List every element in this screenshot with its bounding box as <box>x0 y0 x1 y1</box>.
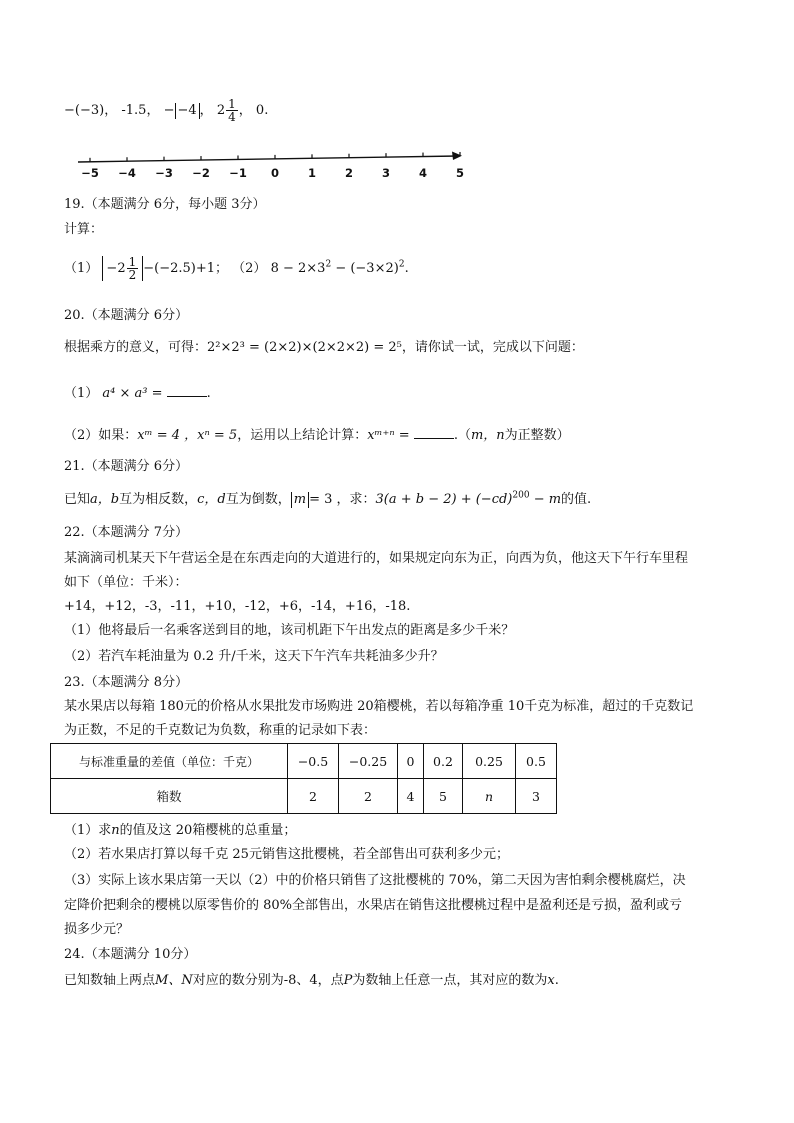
q23-part3-line1: （3）实际上该水果店第一天以（2）中的价格只销售了这批樱桃的 70%，第二天因为害怕剩余樱桃腐烂，决 <box>64 873 686 888</box>
table-cell: 2 <box>288 779 339 814</box>
q20-p2-answer-blank[interactable] <box>414 425 454 439</box>
q22-line2: 如下（单位：千米）： <box>64 575 188 590</box>
table-cell: −0.25 <box>339 744 398 779</box>
q20-heading: 20.（本题满分 6分） <box>64 308 189 323</box>
number-line-tick-label: 3 <box>381 166 391 180</box>
q19-intro: 计算： <box>64 222 104 237</box>
q24-heading: 24.（本题满分 10分） <box>64 947 197 962</box>
q21-heading: 21.（本题满分 6分） <box>64 459 189 474</box>
table-row <box>51 744 557 779</box>
number-line-tick-label: 1 <box>307 166 317 180</box>
number-line-tick-label: 2 <box>344 166 354 180</box>
number-line-tick-label: −1 <box>229 166 247 180</box>
number-c-abs: −4 <box>175 103 200 119</box>
number-line-tick-label: −3 <box>155 166 173 180</box>
q20-p1-answer-blank[interactable] <box>167 383 207 397</box>
number-d-fraction: $\frac{1}{4}$ <box>228 97 236 124</box>
table-cell-label: 与标准重量的差值（单位：千克） <box>51 744 288 779</box>
table-cell: 0.25 <box>463 744 516 779</box>
q23-record-table <box>50 743 557 814</box>
q22-part2: （2）若汽车耗油量为 0.2 升/千米，这天下午汽车共耗油多少升？ <box>64 649 444 664</box>
q20-part2: （2）如果：xᵐ = 4 ，xⁿ = 5，运用以上结论计算：xᵐ⁺ⁿ = .（m，n为正整数） <box>64 425 570 445</box>
table-row <box>51 779 557 814</box>
q20-part1: （1） a⁴ × a³ = . <box>64 383 211 403</box>
q23-part3-line2: 定降价把剩余的樱桃以原零售价的 80%全部售出，水果店在销售这批樱桃过程中是盈利还是亏损，盈利或亏 <box>64 898 683 913</box>
table-cell: 0.5 <box>516 744 557 779</box>
number-line-tick-label: 4 <box>418 166 428 180</box>
number-line-tick-label: −5 <box>81 166 99 180</box>
number-a: −(−3) <box>64 103 105 118</box>
number-e: 0 <box>255 103 265 118</box>
q24-body: 已知数轴上两点M、N对应的数分别为-8、4，点P为数轴上任意一点，其对应的数为x. <box>64 973 559 988</box>
q19-heading: 19.（本题满分 6分，每小题 3分） <box>64 197 266 212</box>
q22-part1: （1）他将最后一名乘客送到目的地，该司机距下午出发点的距离是多少千米？ <box>64 623 515 638</box>
q21-body: 已知a，b互为相反数，c，d互为倒数， m = 3 ，求：$3(a + b - 2) + (-cd)^{200} - m$的值. <box>64 490 592 507</box>
q20-intro: 根据乘方的意义，可得：2²×2³ = (2×2)×(2×2×2) = 2⁵，请你试一试，完成以下问题： <box>64 340 584 355</box>
q19-parts: （1） −2 $\frac{1}{2}$ −(−2.5)+1； （2） $8 - 2\times 3^2 - (-3\times 2)^2$. <box>64 255 409 282</box>
table-cell: −0.5 <box>288 744 339 779</box>
number-line-tick-label: −2 <box>192 166 210 180</box>
q23-line2: 为正数，不足的千克数记为负数，称重的记录如下表： <box>64 723 377 738</box>
number-list: −(−3)， -1.5， − −4 ， 2 $\frac{1}{4}$ ， 0. <box>64 97 269 124</box>
q19-p2-expr: $8 - 2\times 3^2 - (-3\times 2)^2$. <box>270 259 409 276</box>
table-cell-label: 箱数 <box>51 779 288 814</box>
q23-part1: （1）求n的值及这 20箱樱桃的总重量； <box>64 823 297 838</box>
q23-line1: 某水果店以每箱 180元的价格从水果批发市场购进 20箱樱桃，若以每箱净重 10千克为标准，超过的千克数记 <box>64 699 694 714</box>
table-cell: 0 <box>398 744 424 779</box>
table-cell: 3 <box>516 779 557 814</box>
q23-part3-line3: 损多少元？ <box>64 922 130 937</box>
number-b: -1.5 <box>121 103 147 118</box>
table-cell: 2 <box>339 779 398 814</box>
q22-heading: 22.（本题满分 7分） <box>64 525 189 540</box>
table-cell: 0.2 <box>424 744 463 779</box>
q19-p1-abs: −2 $\frac{1}{2}$ <box>102 256 143 281</box>
number-line-tick-label: 5 <box>455 166 465 180</box>
q23-heading: 23.（本题满分 8分） <box>64 675 189 690</box>
table-cell: 5 <box>424 779 463 814</box>
number-d-whole: 2 <box>216 103 226 118</box>
q22-data: +14，+12，-3，-11，+10，-12，+6，-14，+16，-18. <box>64 599 411 614</box>
number-line-tick-label: 0 <box>270 166 280 180</box>
q22-line1: 某滴滴司机某天下午营运全是在东西走向的大道进行的，如果规定向东为正，向西为负，他这天下午行车里程 <box>64 551 689 566</box>
number-line-tick-label: −4 <box>118 166 136 180</box>
table-cell: n <box>463 779 516 814</box>
number-line <box>70 148 470 168</box>
q23-part2: （2）若水果店打算以每千克 25元销售这批樱桃，若全部售出可获利多少元； <box>64 847 509 862</box>
table-cell: 4 <box>398 779 424 814</box>
number-line-axis <box>78 156 458 162</box>
